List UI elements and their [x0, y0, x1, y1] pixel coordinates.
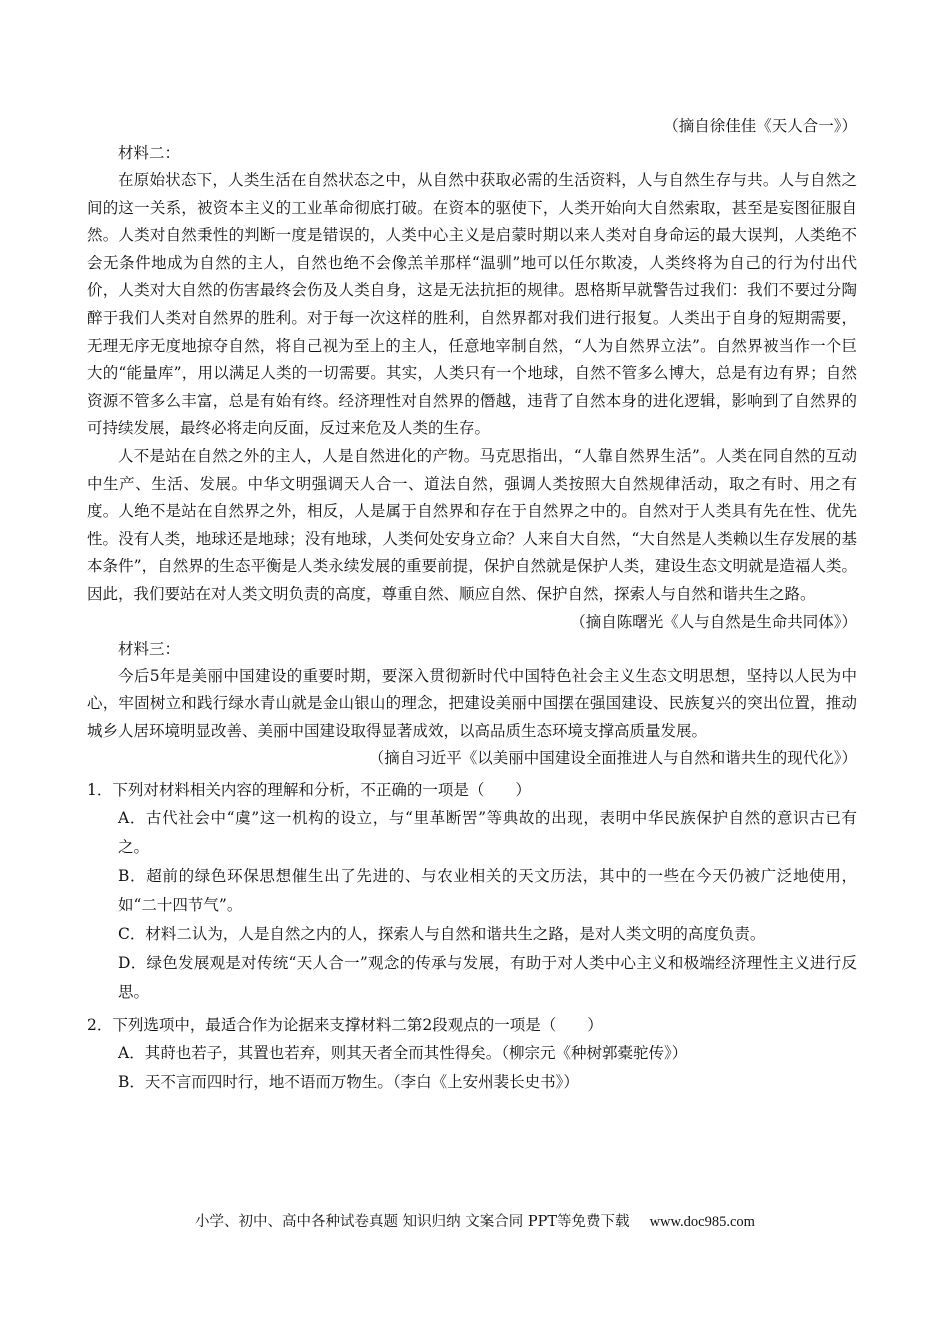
source-citation-3: （摘自习近平《以美丽中国建设全面推进人与自然和谐共生的现代化》）: [368, 749, 857, 768]
question-2-stem: 2．下列选项中，最适合作为论据来支撑材料二第2段观点的一项是（ ）: [87, 1016, 603, 1035]
question-1-option-b: B．超前的绿色环保思想催生出了先进的、与农业相关的天文历法，其中的一些在今天仍被广泛地使用，如“二十四节气”。: [118, 867, 857, 915]
material-2-paragraph-2: 人不是站在自然之外的主人，人是自然进化的产物。马克思指出，“人靠自然界生活”。人类在同自然的互动中生产、生活、发展。中华文明强调天人合一、道法自然，强调人类按照大自然规律活动，取之有时、用之有度。人绝不是站在自然界之外，相反，人是属于自然界和存在于自然界之中的。自然对于人类具有先在性、优先性。没有人类，地球还是地球；没有地球，人类何处安身立命？人来自大自然，“大自然是人类赖以生存发展的基本条件”，自然界的生态平衡是人类永续发展的重要前提，保护自然就是保护人类，建设生态文明就是造福人类。因此，我们要站在对人类文明负责的高度，尊重自然、顺应自然、保护自然，探索人与自然和谐共生之路。: [87, 446, 857, 603]
material-3-paragraph-1: 今后5年是美丽中国建设的重要时期，要深入贯彻新时代中国特色社会主义生态文明思想，坚持以人民为中心，牢固树立和践行绿水青山就是金山银山的理念，把建设美丽中国摆在强国建设、民族复兴的突出位置，推动城乡人居环境明显改善、美丽中国建设取得显著成效，以高品质生态环境支撑高质量发展。: [87, 666, 857, 740]
question-1-stem: 1．下列对材料相关内容的理解和分析，不正确的一项是（ ）: [87, 781, 531, 800]
source-citation-2: （摘自陈曙光《人与自然是生命共同体》）: [570, 612, 857, 631]
question-2-option-b: B．天不言而四时行，地不语而万物生。（李白《上安州裴长史书》）: [118, 1073, 579, 1092]
footer-text: 小学、初中、高中各种试卷真题 知识归纳 文案合同 PPT等免费下载: [195, 1214, 630, 1230]
question-2-option-a: A．其莳也若子，其置也若弃，则其天者全而其性得矣。（柳宗元《种树郭橐驼传》）: [118, 1044, 688, 1063]
material-3-label: 材料三：: [118, 639, 181, 658]
question-1-option-a: A．古代社会中“虞”这一机构的设立，与“里革断罟”等典故的出现，表明中华民族保护自然的意识古已有之。: [118, 809, 857, 857]
page-footer: [0, 1210, 950, 1231]
source-citation-1: （摘自徐佳佳《天人合一》）: [663, 117, 857, 135]
material-2-paragraph-1: 在原始状态下，人类生活在自然状态之中，从自然中获取必需的生活资料，人与自然生存与共。人与自然之间的这一关系，被资本主义的工业革命彻底打破。在资本的驱使下，人类开始向大自然索取，甚至是妄图征服自然。人类对自然秉性的判断一度是错误的，人类中心主义是启蒙时期以来人类对自身命运的最大误判，人类绝不会无条件地成为自然的主人，自然也绝不会像羔羊那样“温驯”地可以任尔欺凌，人类终将为自己的行为付出代价，人类对大自然的伤害最终会伤及人类自身，这是无法抗拒的规律。恩格斯早就警告过我们：我们不要过分陶醉于我们人类对自然界的胜利。对于每一次这样的胜利，自然界都对我们进行报复。人类出于自身的短期需要，无理无序无度地掠夺自然，将自己视为至上的主人，任意地宰制自然，“人为自然界立法”。自然界被当作一个巨大的“能量库”，用以满足人类的一切需要。其实，人类只有一个地球，自然不管多么博大，总是有边有界；自然资源不管多么丰富，总是有始有终。经济理性对自然界的僭越，违背了自然本身的进化逻辑，影响到了自然界的可持续发展，最终必将走向反面，反过来危及人类的生存。: [87, 171, 857, 438]
question-1-option-d: D．绿色发展观是对传统“天人合一”观念的传承与发展，有助于对人类中心主义和极端经济理性主义进行反思。: [118, 954, 857, 1002]
footer-url[interactable]: www.doc985.com: [649, 1214, 755, 1230]
document-body: [87, 113, 857, 1097]
question-1-option-c: C．材料二认为，人是自然之内的人，探索人与自然和谐共生之路，是对人类文明的高度负责。: [118, 925, 766, 944]
material-2-label: 材料二：: [118, 144, 181, 162]
